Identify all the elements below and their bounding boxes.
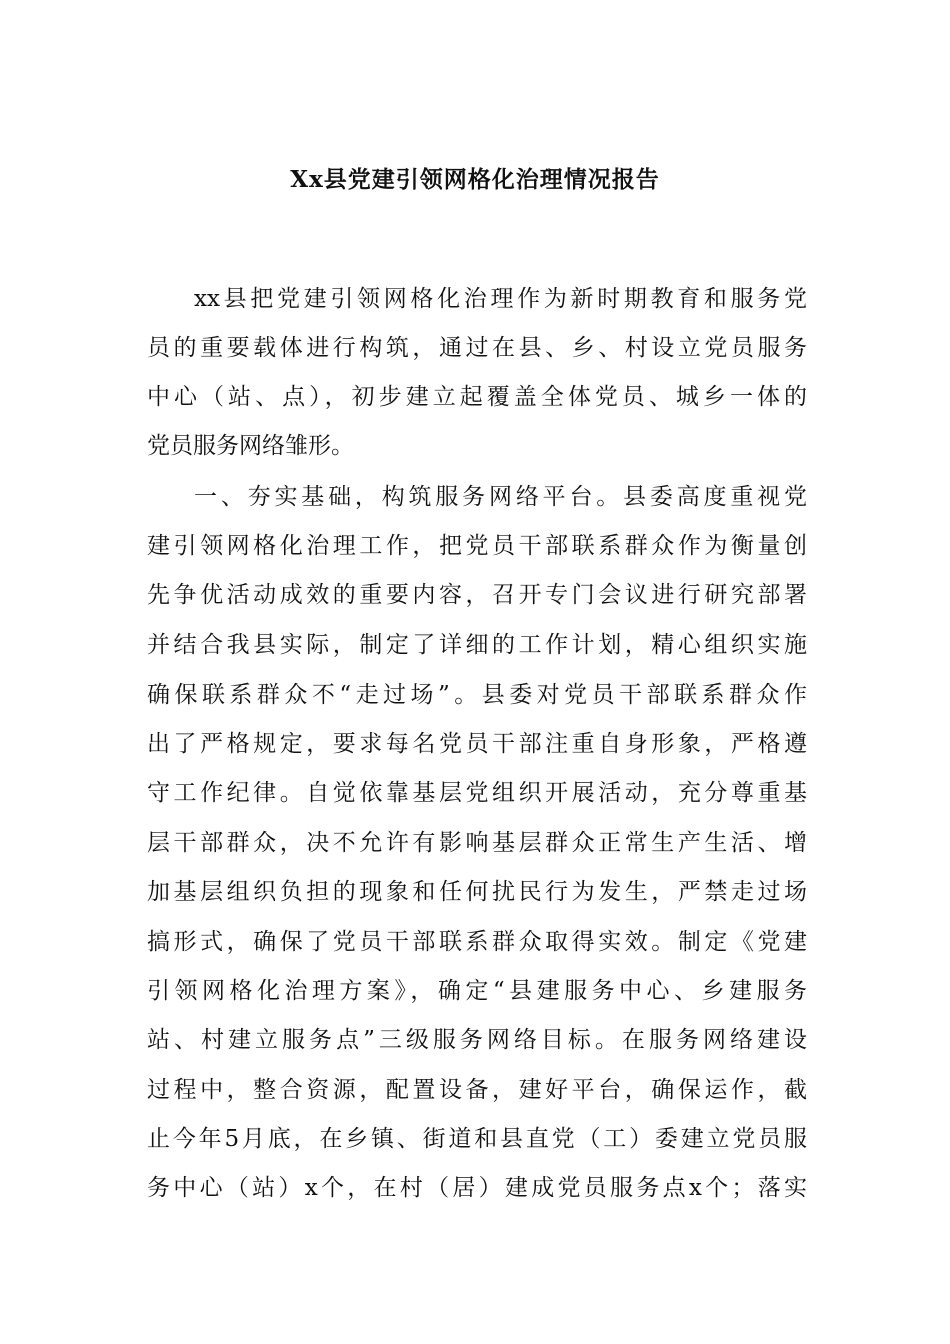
paragraph-line: 守工作纪律。自觉依靠基层党组织开展活动，充分尊重基 — [147, 780, 807, 806]
paragraph-line: 一、夯实基础，构筑服务网络平台。县委高度重视党 — [194, 484, 807, 510]
paragraph-line: 先争优活动成效的重要内容，召开专门会议进行研究部署 — [147, 582, 807, 608]
paragraph-line: 员的重要载体进行构筑，通过在县、乡、村设立党员服务 — [147, 335, 807, 361]
paragraph-line: 加基层组织负担的现象和任何扰民行为发生，严禁走过场 — [147, 879, 807, 905]
paragraph-line: 党员服务网络雏形。 — [147, 433, 354, 459]
paragraph-line: 过程中，整合资源，配置设备，建好平台，确保运作，截 — [147, 1077, 807, 1103]
paragraph-line: 出了严格规定，要求每名党员干部注重自身形象，严格遵 — [147, 731, 807, 757]
paragraph-line: 搞形式，确保了党员干部联系群众取得实效。制定《党建 — [147, 929, 807, 955]
paragraph-line: 确保联系群众不“走过场”。县委对党员干部联系群众作 — [147, 682, 807, 708]
paragraph-line: 并结合我县实际，制定了详细的工作计划，精心组织实施 — [147, 632, 807, 658]
paragraph-line: 层干部群众，决不允许有影响基层群众正常生产生活、增 — [147, 830, 807, 856]
document-title: Xx县党建引领网格化治理情况报告 — [290, 166, 660, 193]
paragraph-line: 引领网格化治理方案》，确定“县建服务中心、乡建服务 — [147, 978, 807, 1004]
paragraph-line: 建引领网格化治理工作，把党员干部联系群众作为衡量创 — [147, 533, 807, 559]
paragraph-line: 务中心（站）x个，在村（居）建成党员服务点x个；落实 — [147, 1175, 807, 1201]
paragraph-line: xx县把党建引领网格化治理作为新时期教育和服务党 — [194, 286, 807, 312]
paragraph-line: 站、村建立服务点”三级服务网络目标。在服务网络建设 — [147, 1027, 807, 1053]
paragraph-line: 中心（站、点），初步建立起覆盖全体党员、城乡一体的 — [147, 384, 807, 410]
paragraph-line: 止今年5月底，在乡镇、街道和县直党（工）委建立党员服 — [147, 1126, 807, 1152]
